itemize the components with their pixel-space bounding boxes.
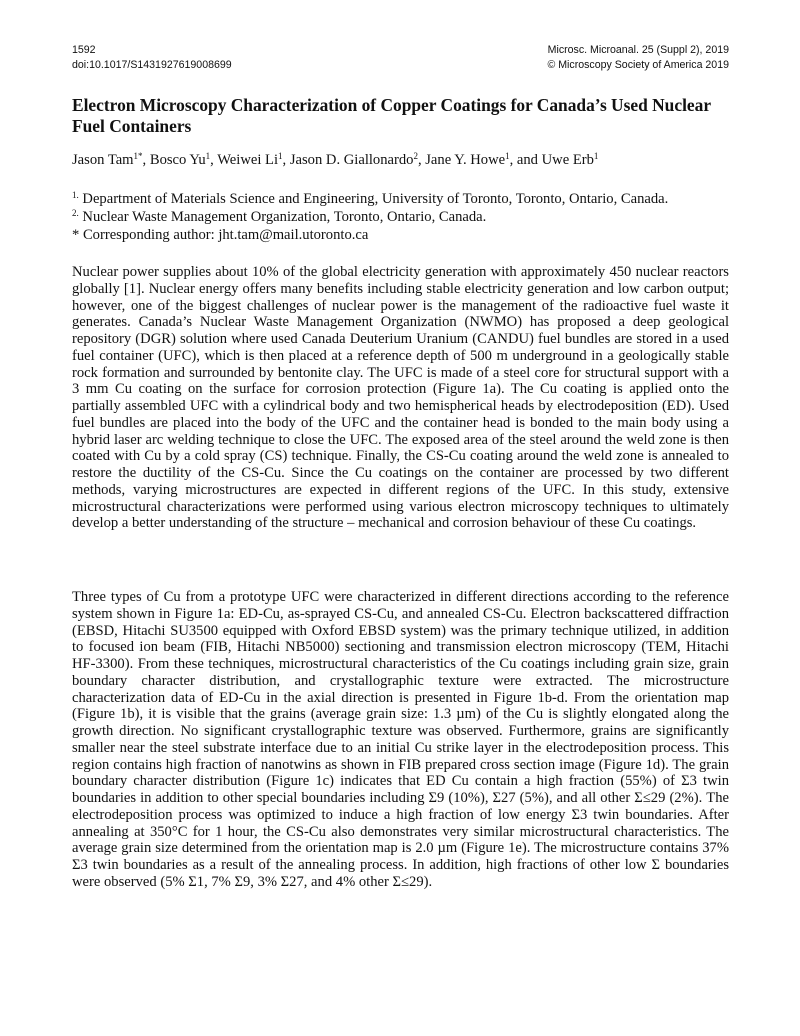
author xyxy=(72,152,150,168)
author xyxy=(150,152,217,168)
affiliation xyxy=(72,208,668,226)
affiliation-text: Nuclear Waste Management Organization, Toronto, Ontario, Canada. xyxy=(78,209,487,225)
affiliation-text: Department of Materials Science and Engineering, University of Toronto, Toronto, Ontario, Canada. xyxy=(78,191,669,207)
journal-citation: Microsc. Microanal. 25 (Suppl 2), 2019 xyxy=(547,44,729,56)
author-list xyxy=(72,152,598,169)
author-affiliation-mark: 1 xyxy=(205,151,211,161)
author-affiliation-mark: 1 xyxy=(505,151,510,161)
affiliations xyxy=(72,190,668,244)
corresponding-author xyxy=(72,226,668,244)
author-affiliation-mark: 1 xyxy=(278,151,283,161)
author-affiliation-mark: 1* xyxy=(133,151,143,161)
doi: doi:10.1017/S1431927619008699 xyxy=(72,59,232,71)
separator: , xyxy=(417,152,426,168)
body-paragraph-2: Three types of Cu from a prototype UFC were characterized in different directions according to the reference system shown in Figure 1a: ED-Cu, as-sprayed CS-Cu, and annealed CS-Cu. Electron backscattered diffraction (EBSD, Hitachi SU3500 equipped with Oxford EBSD system) was the primary technique utilized, in addition to focused ion beam (FIB, Hitachi NB5000) sectioning and transmission electron microscopy (TEM, Hitachi HF-3300). From these techniques, microstructural characteristics of the Cu coatings including grain size, grain boundary character distribution, and crystallographic texture were extracted. The microstructure characterization data of ED-Cu in the axial direction is presented in Figure 1b-d. From the orientation map (Figure 1b), it is visible that the grains (average grain size: 1.3 µm) of the Cu is slightly elongated along the growth direction. No significant crystallographic texture was observed. Furthermore, grains are significantly smaller near the steel substrate interface due to an initial Cu strike layer in the electrodeposition process. This region contains high fraction of nanotwins as shown in FIB prepared cross section image (Figure 1d). The grain boundary character distribution (Figure 1c) indicates that ED Cu contain a high fraction (55%) of Σ3 twin boundaries in addition to other special boundaries including Σ9 (10%), Σ27 (5%), and all other Σ≤29 (2%). The electrodeposition process was optimized to induce a high fraction of low energy Σ3 twin boundaries. After annealing at 350°C for 1 hour, the CS-Cu also demonstrates very similar microstructural characteristics. The average grain size determined from the orientation map is 2.0 µm (Figure 1e). The microstructure contains 37% Σ3 twin boundaries as a result of the annealing process. In addition, high fractions of other low Σ boundaries were observed (5% Σ1, 7% Σ9, 3% Σ27, and 4% other Σ≤29). xyxy=(72,589,729,890)
body-paragraph-1: Nuclear power supplies about 10% of the global electricity generation with approximately 450 nuclear reactors globally [1]. Nuclear energy offers many benefits including stable electricity generation and low carbon output; however, one of the biggest challenges of nuclear power is the management of the radioactive fuel waste it generates. Canada’s Nuclear Waste Management Organization (NWMO) has proposed a deep geological repository (DGR) solution where used Canada Deuterium Uranium (CANDU) fuel bundles are stored in a used fuel container (UFC), which is then placed at a reference depth of 500 m underground in a geologically stable rock formation and surrounded by bentonite clay. The UFC is made of a steel core for structural support with a 3 mm Cu coating on the surface for corrosion protection (Figure 1a). The Cu coating is applied onto the partially assembled UFC with a cylindrical body and two hemispherical heads by electrodeposition (ED). Used fuel bundles are placed into the body of the UFC and the container head is bonded to the main body using a hybrid laser arc welding technique to close the UFC. The exposed area of the steel around the weld zone is then coated with Cu by a cold spray (CS) technique. Finally, the CS-Cu coating around the weld zone is annealed to restore the ductility of the CS-Cu. Since the Cu coatings on the container are processed by two different methods, varying microstructures are expected in different regions of the UFC. In this study, extensive microstructural characterizations were performed using various electron microscopy techniques to ultimately develop a better understanding of the structure – mechanical and corrosion behaviour of these Cu coatings. xyxy=(72,264,729,532)
separator: , xyxy=(210,152,218,168)
author-affiliation-mark: 2 xyxy=(413,151,418,161)
separator: , xyxy=(142,152,150,168)
author-name: Uwe Erb xyxy=(541,152,594,168)
author xyxy=(217,152,290,168)
author-name: Jason Tam xyxy=(72,152,134,168)
author xyxy=(290,152,425,168)
page-number: 1592 xyxy=(72,44,96,56)
separator: , xyxy=(282,152,290,168)
corresponding-author-text: * Corresponding author: jht.tam@mail.utoronto.ca xyxy=(72,227,369,243)
author xyxy=(425,152,541,168)
author-name: Weiwei Li xyxy=(217,152,279,168)
paper-title: Electron Microscopy Characterization of Copper Coatings for Canada’s Used Nuclear Fuel Containers xyxy=(72,95,711,136)
separator: , and xyxy=(509,152,542,168)
author-name: Jane Y. Howe xyxy=(425,152,506,168)
affiliation-mark: 2. xyxy=(72,208,79,218)
affiliation-mark: 1. xyxy=(72,190,79,200)
copyright: © Microscopy Society of America 2019 xyxy=(547,59,729,71)
author-name: Bosco Yu xyxy=(149,152,206,168)
header-left xyxy=(72,43,232,73)
author-affiliation-mark: 1 xyxy=(593,151,599,161)
author-name: Jason D. Giallonardo xyxy=(289,152,414,168)
header-right xyxy=(547,43,729,73)
author xyxy=(542,152,599,168)
affiliation xyxy=(72,190,668,208)
